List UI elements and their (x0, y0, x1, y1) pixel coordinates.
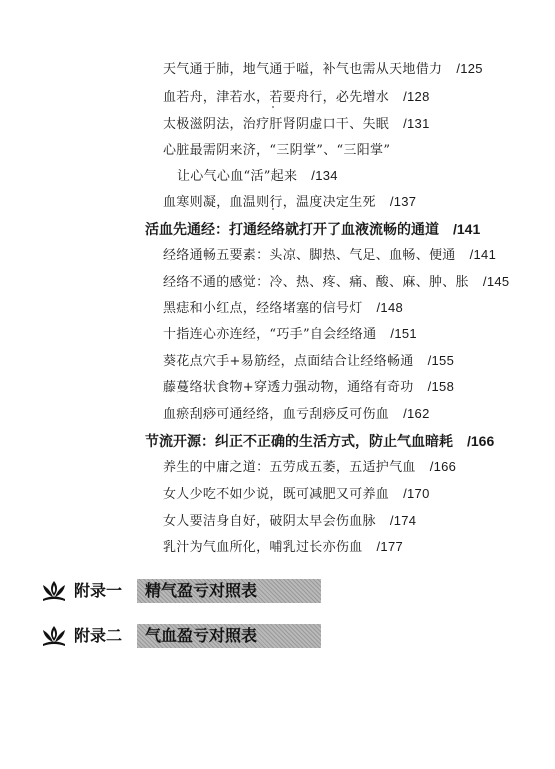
toc-entry: 养生的中庸之道：五劳成五萎，五适护气血 /166 (163, 459, 457, 475)
toc-entry: 十指连心亦连经，“巧手”自会经络通 /151 (163, 326, 417, 342)
toc-entry: 藤蔓络状食物+穿透力强动物，通络有奇功 /158 (163, 379, 455, 395)
toc-entry: 经络通畅五要素：头凉、脚热、气足、血畅、便通 /141 (163, 247, 497, 263)
toc-entry: 心脏最需阴来济，“三阴掌”、“三阳掌” (163, 143, 391, 158)
toc-entry: 乳汁为气血所化，哺乳过长亦伤血 /177 (163, 539, 404, 555)
toc-entry: 葵花点穴手+易筋经，点面结合让经络畅通 /155 (163, 353, 455, 369)
toc-entry: 女人要洁身自好，破阴太早会伤血脉 /174 (163, 513, 417, 529)
appendix-row[interactable] (40, 623, 520, 649)
toc-entry: 血若舟，津若水，若要舟行，必先增水 /128 (163, 89, 430, 105)
toc-entry: 天气通于肺，地气通于嗌，补气也需从天地借力 /125 (163, 61, 483, 77)
toc-entry: 经络不通的感觉：冷、热、疼、痛、酸、麻、肿、胀 /145 (163, 274, 510, 290)
toc-entry: 太极滋阴法，治疗肝肾阴虚口干、失眠 /131 (163, 116, 430, 132)
appendix-title: 精气盈亏对照表 (145, 581, 258, 600)
appendix-title-bar (137, 579, 321, 603)
toc-entry: 血寒则凝，血温则行，温度决定生死 /137 (163, 194, 417, 210)
toc-entry: 黑痣和小红点，经络堵塞的信号灯 /148 (163, 300, 404, 316)
toc-entry: 女人少吃不如少说，既可减肥又可养血 /170 (163, 486, 430, 502)
appendix-title-bar (137, 624, 321, 648)
appendix-label: 附录一 (74, 581, 123, 600)
appendix-row[interactable] (40, 578, 520, 604)
appendix-title: 气血盈亏对照表 (145, 626, 258, 645)
lotus-ornament-icon (40, 579, 68, 603)
lotus-ornament-icon (40, 624, 68, 648)
toc-entry-continuation: 让心气心血“活”起来 /134 (177, 168, 338, 184)
appendix-label: 附录二 (74, 626, 123, 645)
toc-section-heading: 节流开源：纠正不正确的生活方式，防止气血暗耗 /166 (145, 433, 495, 450)
toc-section-heading: 活血先通经：打通经络就打开了血液流畅的通道 /141 (145, 221, 481, 238)
toc-entry: 血瘀刮痧可通经络，血亏刮痧反可伤血 /162 (163, 406, 430, 422)
